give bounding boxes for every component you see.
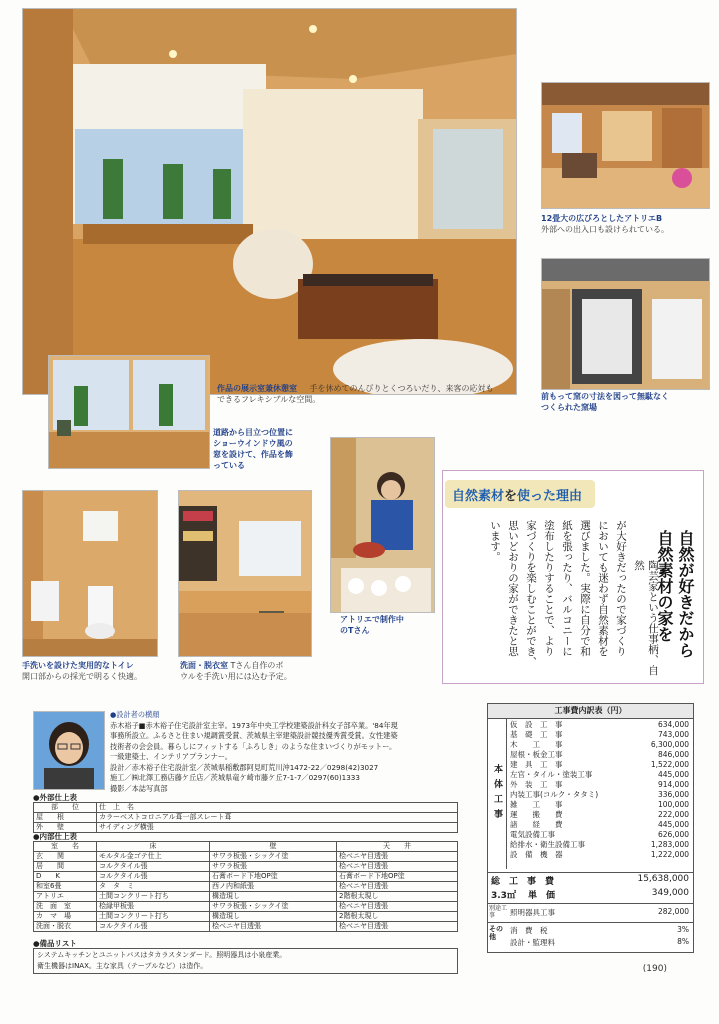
cost-side-main: 本体工事 (488, 719, 507, 869)
cost-other-value: 3% (677, 925, 689, 934)
exterior-cell: サイディング横張 (97, 823, 458, 833)
cost-extra-label: 照明器具工事 (510, 908, 555, 917)
exterior-cell: 屋 根 (34, 813, 97, 823)
equipment-title: ●備品リスト (33, 939, 77, 948)
cell: 桧ベニヤ目透張 (337, 882, 458, 892)
toilet-caption-text: 開口部からの採光で明るく快適。 (22, 672, 142, 681)
atelier-b-caption-title: 12畳大の広びろとしたアトリエB (541, 214, 663, 223)
cost-label: 木 工 事 (510, 740, 563, 749)
equipment-line-2: 衛生機器はINAX。主な家具（テーブルなど）は造作。 (37, 962, 208, 970)
cost-value: 336,000 (657, 790, 689, 799)
essay-line-7: 家づくりを楽しむことができ、 (525, 520, 537, 667)
essay-line-6: 塗布したりすることで、より (543, 520, 555, 657)
toilet-caption (22, 660, 182, 682)
table-row (34, 882, 458, 892)
cell: 洗 面 室 (34, 902, 97, 912)
essay-title-part-3: 使った理由 (517, 489, 583, 504)
cost-total-label: 総 工 事 費 (491, 877, 555, 887)
essay-line-4: 選びました。実際に自分で和 (579, 520, 591, 657)
cost-row (508, 730, 691, 740)
exterior-title: ●外部仕上表 (33, 793, 78, 802)
essay-heading-1: 自然が好きだから (676, 530, 695, 658)
atelier-b-caption (541, 213, 716, 235)
toilet-caption-title: 手洗いを設けた実用的なトイレ (22, 661, 134, 670)
cost-extra-value: 282,000 (657, 907, 689, 916)
cost-value: 222,000 (657, 810, 689, 819)
table-row (34, 852, 458, 862)
cost-label: 外 装 工 事 (510, 780, 563, 789)
cost-other-label: 設計・監理料 (510, 938, 555, 947)
cost-label: 建 具 工 事 (510, 760, 563, 769)
cell: 石膏ボード下地OP塗 (210, 872, 337, 882)
window-caption-text-1: ショーウインドウ風の (213, 439, 293, 448)
atelier-person-caption (340, 614, 440, 636)
designer-section-label: ●設計者の横顔 (110, 710, 160, 719)
cost-value: 1,283,000 (650, 840, 689, 849)
cost-row (508, 830, 691, 840)
cost-label: 左官・タイル・塗装工事 (510, 770, 593, 779)
cost-other-block (488, 923, 693, 951)
essay-line-2: が大好きだったので家づくり (615, 520, 627, 657)
cost-row (508, 780, 691, 790)
cost-value: 100,000 (657, 800, 689, 809)
cost-row (508, 760, 691, 770)
cell: 構造現し (210, 912, 337, 922)
interior-header-floor: 床 (97, 842, 210, 852)
atelier-person-caption-2: のTさん (340, 626, 370, 635)
cost-other-side: その他 (489, 925, 503, 941)
cost-value: 914,000 (657, 780, 689, 789)
essay-line-1: 陶芸家という仕事柄、自然 (633, 560, 659, 676)
exterior-cell: 外 壁 (34, 823, 97, 833)
cost-label: 屋根・板金工事 (510, 750, 563, 759)
cost-row (508, 820, 691, 830)
main-room-caption (217, 383, 517, 405)
cost-value: 1,522,000 (650, 760, 689, 769)
cell: コルクタイル張 (97, 922, 210, 932)
atelier-b-photo (541, 82, 710, 209)
cell: 2階根太現し (337, 912, 458, 922)
cell: 石膏ボード下地OP塗 (337, 872, 458, 882)
cost-other-value: 8% (677, 937, 689, 946)
table-row (34, 892, 458, 902)
toilet-photo (22, 490, 158, 657)
window-caption-title: 道路から目立つ位置に (213, 428, 293, 437)
interior-title: ●内部仕上表 (33, 832, 78, 841)
window-caption-text-3: っている (213, 461, 245, 470)
designer-line-3: 技術者の会会員。暮らしにフィットする「ふろしき」のような住まいづくりがモットー。 (110, 741, 397, 751)
table-row (34, 902, 458, 912)
cell: 桧ベニヤ目透張 (210, 922, 337, 932)
cost-row (508, 720, 691, 730)
cost-label: 諸 経 費 (510, 820, 563, 829)
cost-label: 給排水・衛生設備工事 (510, 840, 585, 849)
cost-label: 内装工事(コルク・タタミ) (510, 790, 599, 799)
cost-title: 工事費内訳表（円） (488, 704, 693, 719)
cell: 桧ベニヤ目透張 (337, 852, 458, 862)
main-room-caption-text-1: 手を休めてのんびりとくつろいだり、来客の応対も (309, 384, 494, 393)
essay-title-part-1: 自然素材 (452, 489, 505, 504)
cost-items (508, 720, 691, 860)
cell: アトリエ (34, 892, 97, 902)
interior-header-room: 室 名 (34, 842, 97, 852)
cost-table (487, 703, 694, 953)
cost-row (508, 840, 691, 850)
essay-body (452, 520, 659, 678)
exterior-cell: カラーベストコロニアル葺一部スレート葺 (97, 813, 458, 823)
cost-value: 445,000 (657, 770, 689, 779)
equipment-line-1: システムキッチンとユニットバスはタカラスタンダード。照明器具は小泉産業。 (37, 951, 287, 959)
cost-unit-value: 349,000 (651, 888, 689, 898)
kiln-photo (541, 258, 710, 390)
kiln-caption-line-2: つくられた窯場 (541, 403, 597, 412)
equipment-box (33, 948, 458, 974)
cell: 洗面・脱衣 (34, 922, 97, 932)
main-room-photo (22, 8, 517, 395)
cost-label: 雑 工 事 (510, 800, 563, 809)
cost-row (508, 790, 691, 800)
cell: 2階根太現し (337, 892, 458, 902)
cost-label: 運 搬 費 (510, 810, 563, 819)
kiln-caption (541, 391, 716, 413)
cell: 玄 関 (34, 852, 97, 862)
cost-value: 743,000 (657, 730, 689, 739)
main-room-caption-label: 作品の展示室兼休憩室 (217, 384, 297, 393)
cell: 土間コンクリート打ち (97, 912, 210, 922)
essay-title-part-2: を (504, 489, 518, 504)
interior-table (33, 841, 458, 932)
cell: 土間コンクリート打ち (97, 892, 210, 902)
essay-line-9: います。 (489, 520, 501, 562)
wash-caption-text-1: Tさん自作のボ (230, 661, 284, 670)
wash-room-photo (178, 490, 312, 657)
cost-row (508, 750, 691, 760)
essay-line-3: においても迷わず自然素材を (597, 520, 609, 657)
cost-row (508, 800, 691, 810)
designer-line-1: 赤木裕子■赤木裕子住宅設計室主宰。1973年中央工学校建築設計科女子部卒業。'84年現 (110, 720, 398, 730)
main-room-caption-text-2: できるフレキシブルな空間。 (217, 395, 321, 404)
cost-value: 634,000 (657, 720, 689, 729)
essay-heading-2: 自然素材の家を (655, 530, 674, 642)
exterior-table (33, 802, 458, 833)
cost-label: 仮 設 工 事 (510, 720, 563, 729)
atelier-person-photo (330, 437, 435, 613)
designer-credit-1: 設計／赤木裕子住宅設計室／茨城県稲敷郡阿見町荒川沖1472-22／0298(42)3027 (110, 762, 379, 772)
cell: コルクタイル張 (97, 872, 210, 882)
atelier-person-caption-1: アトリエで制作中 (340, 615, 404, 624)
designer-profile (110, 710, 470, 794)
cost-unit-label: 単 価 (528, 891, 556, 901)
cost-value: 846,000 (657, 750, 689, 759)
cell: タ タ ミ (97, 882, 210, 892)
wash-caption-text-2: ウルを手洗い用には込む予定。 (180, 672, 292, 681)
essay-title (452, 485, 582, 504)
cost-unit-area: 3.3㎡ (491, 891, 516, 901)
cell: 桧ベニヤ目透張 (337, 862, 458, 872)
cost-value: 1,222,000 (650, 850, 689, 859)
table-row (34, 872, 458, 882)
designer-line-4: 一級建築士、インテリアプランナー。 (110, 752, 232, 761)
cell: サワラ板張 (210, 862, 337, 872)
window-caption (213, 427, 323, 471)
cost-total-value: 15,638,000 (637, 874, 689, 884)
cost-value: 626,000 (657, 830, 689, 839)
cost-label: 電気設備工事 (510, 830, 555, 839)
cost-row (508, 740, 691, 750)
cell: サワラ板張・シックイ塗 (210, 902, 337, 912)
cost-row (508, 770, 691, 780)
cost-row (508, 850, 691, 860)
cost-extra-side: 別途工事 (489, 905, 508, 919)
table-row (34, 862, 458, 872)
table-row (34, 912, 458, 922)
cell: 和室6畳 (34, 882, 97, 892)
cell: 構造現し (210, 892, 337, 902)
interior-header-ceiling: 天 井 (337, 842, 458, 852)
cost-value: 6,300,000 (650, 740, 689, 749)
exterior-header-part: 部 位 (34, 803, 97, 813)
cost-row (508, 810, 691, 820)
cell: 西ノ内和紙張 (210, 882, 337, 892)
essay-line-8: 思いどおりの家ができたと思 (507, 520, 519, 657)
cell: 桧ベニヤ目透張 (337, 902, 458, 912)
cost-value: 445,000 (657, 820, 689, 829)
window-caption-text-2: 窓を設けて、作品を飾 (213, 450, 293, 459)
exterior-header-finish: 仕 上 名 (97, 803, 458, 813)
cost-label: 設 備 機 器 (510, 850, 563, 859)
cell: 居 間 (34, 862, 97, 872)
designer-line-2: 事務所設立。ふるさと住まい規調賞受賞、茨城県主宰建築設計競技優秀賞受賞。女性建築 (110, 731, 398, 740)
show-window-photo (48, 355, 210, 469)
cell: D K (34, 872, 97, 882)
designer-credit-3: 撮影／本誌写真部 (110, 783, 168, 793)
table-row (34, 922, 458, 932)
cost-label: 基 礎 工 事 (510, 730, 563, 739)
cell: 桧ベニヤ目透張 (337, 922, 458, 932)
atelier-b-caption-text: 外部への出入口も設けられている。 (541, 225, 669, 234)
kiln-caption-line-1: 前もって窯の寸法を図って無駄なく (541, 392, 669, 401)
cost-total-block (488, 872, 693, 904)
cell: カ マ 場 (34, 912, 97, 922)
cell: 桧縁甲板張 (97, 902, 210, 912)
wash-caption (180, 660, 320, 682)
essay-line-5: 紙を張ったり、バルコニーに (561, 520, 573, 657)
cell: サワラ板張・シックイ塗 (210, 852, 337, 862)
interior-header-wall: 壁 (210, 842, 337, 852)
page-number: (190) (642, 964, 667, 974)
wash-caption-label: 洗面・脱衣室 (180, 661, 228, 670)
designer-credit-2: 施工／㈱北澤工務店藤ケ丘店／茨城県竜ケ崎市藤ケ丘7-1-7／0297(60)1333 (110, 773, 360, 782)
cell: モルタル金ゴテ仕上 (97, 852, 210, 862)
cost-extra-block (488, 903, 693, 923)
cell: コルクタイル張 (97, 862, 210, 872)
designer-portrait (33, 711, 105, 790)
cost-other-label: 消 費 税 (510, 926, 548, 935)
